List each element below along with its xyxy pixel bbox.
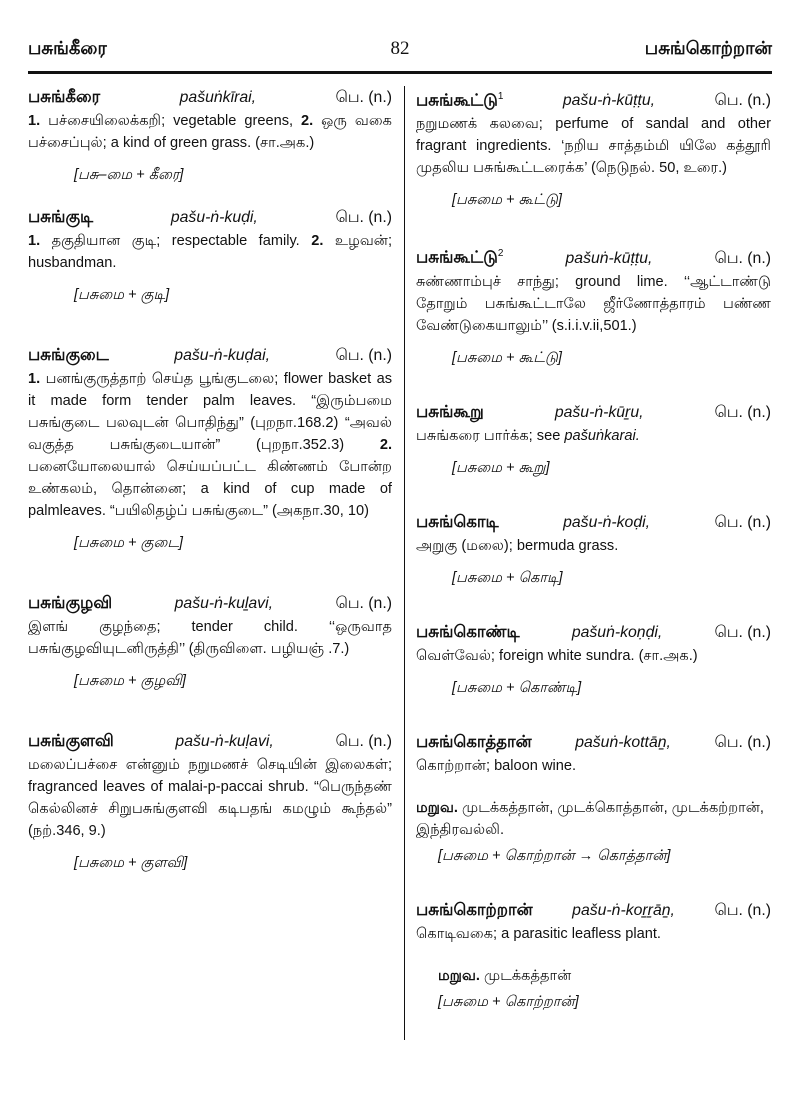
definition-text: அறுகு (மலை); bermuda grass. xyxy=(416,537,619,554)
definition-text: பனையோலையால் செய்யப்பட்ட கிண்ணம் போன்ற உண்கலம், தொன்னை; a kind of cup made of palmleaves. “பயிலிதழ்ப் பசுங்குடை” (அகநா.30, 10) xyxy=(28,459,392,519)
entry-headline xyxy=(28,86,392,109)
entry-headline xyxy=(28,592,392,615)
right-column xyxy=(416,86,771,1013)
homograph-number: 2 xyxy=(497,248,504,260)
headword: பசுங்கூறு xyxy=(416,402,484,421)
definition xyxy=(416,425,771,447)
synonyms xyxy=(416,965,771,987)
definition-text: கொற்றான்; baloon wine. xyxy=(416,757,577,774)
dictionary-entry xyxy=(28,206,392,306)
headword: பசுங்கீரை xyxy=(28,88,101,106)
definition-text: கொடிவகை; a parasitic leafless plant. xyxy=(416,925,661,942)
transliteration: pašu-ṅ-koṟṟāṉ, xyxy=(572,901,675,919)
definition xyxy=(416,755,771,777)
dictionary-entry xyxy=(416,511,771,589)
transliteration: pašu-ṅ-kuḍai, xyxy=(174,347,270,364)
transliteration: pašu-ṅ-koḍi, xyxy=(563,513,651,531)
part-of-speech: பெ. (n.) xyxy=(335,89,392,106)
part-of-speech: பெ. (n.) xyxy=(714,513,771,531)
etymology: [பசுமை + குடி] xyxy=(74,287,170,303)
dictionary-entry xyxy=(416,401,771,479)
etymology: [பசுமை + கூட்டு] xyxy=(452,192,562,209)
definition xyxy=(416,535,771,557)
definition-text: பச்சையிலைக்கறி; vegetable greens, xyxy=(40,113,302,129)
entry-headline xyxy=(28,206,392,229)
dictionary-entry xyxy=(28,730,392,874)
synonyms xyxy=(416,797,771,841)
etymology: [பசுமை + கூறு] xyxy=(452,459,550,476)
etymology: [பசுமை + குழவி] xyxy=(74,673,186,689)
transliteration: pašu-ṅ-kūṭṭu, xyxy=(562,92,656,110)
definition xyxy=(416,923,771,945)
entry-headline xyxy=(28,730,392,753)
page-header xyxy=(28,38,772,68)
homograph-number: 1 xyxy=(497,91,504,102)
sense-number: 2. xyxy=(301,113,314,129)
sense-number: 1. xyxy=(28,113,41,129)
definition-text: பசுங்கரை பார்க்க; see xyxy=(416,427,565,444)
headword: பசுங்குடை xyxy=(28,346,109,364)
transliteration: pašuṅ-kūṭṭu, xyxy=(565,249,653,267)
headword: பசுங்கொத்தான் xyxy=(416,732,532,751)
entry-headline xyxy=(416,621,771,644)
left-column xyxy=(28,86,392,874)
part-of-speech: பெ. (n.) xyxy=(714,92,771,110)
entry-headline xyxy=(416,899,771,922)
etymology: [பசுமை + கொடி] xyxy=(452,569,563,586)
definition-text: நறுமணக் கலவை; perfume of sandal and other fragrant ingredients. ‘நறிய சாத்தம்மி யிலே கத்தூரி முதலிய பசுங்கூட்டரைக்க’ (நெடுநல். 50, உரை.) xyxy=(416,116,771,177)
transliteration: pašu-ṅ-kuḷavi, xyxy=(175,733,274,750)
etymology: [பசுமை + கொண்டி] xyxy=(452,679,582,696)
cross-reference: pašuṅkarai. xyxy=(564,427,640,444)
etymology: [பசு–மை + கீரை] xyxy=(74,167,184,183)
headword: பசுங்கொடி xyxy=(416,512,499,531)
entry-headline xyxy=(416,86,771,112)
sense-number: 2. xyxy=(311,233,324,249)
definition-text: தகுதியான குடி; respectable family. xyxy=(40,233,312,249)
sense-number: 2. xyxy=(379,437,392,453)
headword: பசுங்குடி xyxy=(28,208,94,226)
definition xyxy=(28,368,392,522)
etymology: [பசுமை + கொற்றான்] xyxy=(438,993,579,1010)
synonym-text: முடக்கத்தான் xyxy=(484,967,572,984)
headword: பசுங்கூட்டு xyxy=(416,91,498,110)
dictionary-entry xyxy=(28,592,392,692)
part-of-speech: பெ. (n.) xyxy=(335,595,392,612)
headword: பசுங்கொண்டி xyxy=(416,622,520,641)
definition-text: வெள்வேல்; foreign white sundra. (சா.அக.) xyxy=(416,647,698,664)
running-head-right: பசுங்கொற்றான் xyxy=(644,38,772,58)
definition-text: உழவன்; husbandman. xyxy=(28,233,392,271)
entry-headline xyxy=(416,243,771,269)
dictionary-entry xyxy=(28,86,392,186)
headword: பசுங்கூட்டு xyxy=(416,248,498,267)
transliteration: pašuṅ-kottāṉ, xyxy=(575,733,671,751)
synonym-label: மறுவ. xyxy=(416,799,458,816)
entry-headline xyxy=(416,731,771,754)
definition-text: மலைப்பச்சை என்னும் நறுமணச் செடியின் இலைகள்; fragranced leaves of malai-p-paccai shrub. “பெருந்தண் கெல்லினச் சிறுபசுங்குளவி கடிபதங் கமழும் கூந்தல்” (நற்.346, 9.) xyxy=(28,757,392,839)
transliteration: pašu-ṅ-kuḻavi, xyxy=(174,595,273,612)
part-of-speech: பெ. (n.) xyxy=(335,733,392,750)
entry-headline xyxy=(28,344,392,367)
part-of-speech: பெ. (n.) xyxy=(335,347,392,364)
entry-headline xyxy=(416,511,771,534)
definition xyxy=(28,110,392,154)
etymology: [பசுமை + குடை] xyxy=(74,535,183,551)
dictionary-entry xyxy=(28,344,392,554)
synonym-label: மறுவ. xyxy=(438,967,480,984)
sense-number: 1. xyxy=(28,233,41,249)
etymology: [பசுமை + கொற்றான் → கொத்தான்] xyxy=(438,847,671,864)
page-number: 82 xyxy=(390,38,410,59)
sense-number: 1. xyxy=(28,371,41,387)
definition-text: ஒரு வகை பச்சைப்புல்; a kind of green grass. (சா.அக.) xyxy=(28,113,392,151)
part-of-speech: பெ. (n.) xyxy=(714,623,771,641)
entry-headline xyxy=(416,401,771,424)
part-of-speech: பெ. (n.) xyxy=(714,733,771,751)
headword: பசுங்கொற்றான் xyxy=(416,900,533,919)
definition xyxy=(28,230,392,274)
definition-text: பனங்குருத்தாற் செய்த பூங்குடலை; flower basket as it made form tender palm leaves. “இரும்பமை பசுங்குடை பலவுடன் பொதிந்து” (புறநா.168.2) “அவல் வகுத்த பசுங்குடையான்” (புறநா.352.3) xyxy=(28,371,392,453)
transliteration: pašu-ṅ-kūṟu, xyxy=(554,403,644,421)
transliteration: pašu-ṅ-kuḍi, xyxy=(170,209,258,226)
part-of-speech: பெ. (n.) xyxy=(714,403,771,421)
dictionary-entry xyxy=(416,899,771,1013)
transliteration: pašuṅkīrai, xyxy=(179,89,257,106)
headword: பசுங்குளவி xyxy=(28,732,114,750)
headword: பசுங்குழவி xyxy=(28,594,113,612)
part-of-speech: பெ. (n.) xyxy=(714,901,771,919)
dictionary-entry xyxy=(416,243,771,368)
part-of-speech: பெ. (n.) xyxy=(714,249,771,267)
dictionary-entry xyxy=(416,731,771,867)
synonym-text: முடக்கத்தான், முடக்கொத்தான், முடக்கற்றான், இந்திரவல்லி. xyxy=(416,799,764,838)
etymology: [பசுமை + கூட்டு] xyxy=(452,349,562,366)
etymology: [பசுமை + குளவி] xyxy=(74,855,188,871)
definition-text: சுண்ணாம்புச் சாந்து; ground lime. ‘‘ஆட்டாண்டு தோறும் பசுங்கூட்டாலே ஜீர்ணோத்தாரம் பண்ண வேண்டுகையாலும்’’ (s.i.i.v.ii,501.) xyxy=(416,273,771,334)
transliteration: pašuṅ-koṇḍi, xyxy=(571,623,663,641)
definition xyxy=(28,754,392,842)
definition xyxy=(416,271,771,337)
dictionary-entry xyxy=(416,621,771,699)
column-divider xyxy=(404,86,405,1040)
definition xyxy=(416,113,771,179)
definition-text: இளங் குழந்தை; tender child. ‘‘ஒருவாத பசுங்குழவியுடனிருத்தி’’ (திருவிளை. பழியஞ் .7.) xyxy=(28,619,392,657)
dictionary-entry xyxy=(416,86,771,211)
definition xyxy=(416,645,771,667)
part-of-speech: பெ. (n.) xyxy=(335,209,392,226)
definition xyxy=(28,616,392,660)
running-head-left: பசுங்கீரை xyxy=(28,38,107,58)
header-rule xyxy=(28,71,772,74)
